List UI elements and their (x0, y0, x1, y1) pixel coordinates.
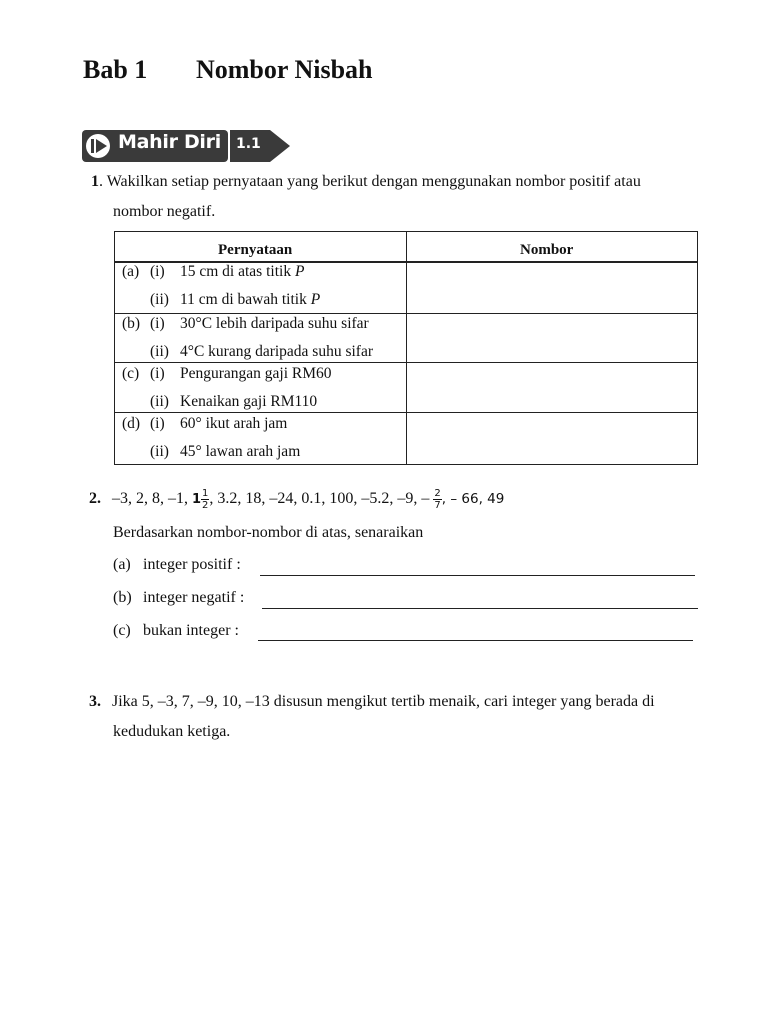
fraction-numerator: 2 (434, 488, 441, 499)
statement-text: 30°C lebih daripada suhu sifar (180, 315, 369, 332)
sub-label: (ii) (150, 393, 169, 410)
table-row-a-ii (122, 291, 320, 309)
answer-line-b[interactable] (262, 608, 698, 609)
q2-list-part3: , – 66, 49 (441, 491, 505, 508)
statement-text: 45° lawan arah jam (180, 443, 301, 460)
sub-label: (ii) (150, 343, 169, 360)
table-row-b-ii (122, 343, 373, 361)
row-label: (b) (122, 315, 141, 332)
q2-part-a (113, 555, 241, 575)
chapter-title: Nombor Nisbah (196, 55, 373, 84)
q3-line2: kedudukan ketiga. (113, 723, 231, 740)
q1-text-1: . Wakilkan setiap pernyataan yang berikut dengan menggunakan nombor positif atau (99, 173, 641, 190)
variable: P (310, 291, 321, 308)
mixed-whole: 1 (192, 492, 202, 508)
table-row-c-ii (122, 393, 317, 411)
row-label: (d) (122, 415, 141, 432)
q1-line2: nombor negatif. (113, 203, 216, 220)
table-row-a-i (122, 263, 304, 281)
statement-text: Pengurangan gaji RM60 (180, 365, 332, 382)
badge-title: Mahir Diri (118, 131, 221, 153)
statement-table (114, 231, 698, 465)
badge-number: 1.1 (236, 136, 261, 152)
q2-list-part2: , 3.2, 18, –24, 0.1, 100, –5.2, –9, – (209, 490, 430, 508)
statement-text: 15 cm di atas titik (180, 263, 295, 280)
q1-line1 (91, 172, 641, 192)
sub-label: (ii) (150, 291, 169, 308)
q3-line1 (89, 692, 655, 712)
sub-label: (i) (150, 415, 165, 432)
part-label: (c) (113, 622, 131, 639)
part-label: (b) (113, 589, 132, 606)
fraction (433, 488, 441, 511)
sub-label: (i) (150, 315, 165, 332)
statement-text: 11 cm di bawah titik (180, 291, 311, 308)
table-row-c-i (122, 365, 332, 383)
header-pernyataan: Pernyataan (218, 242, 293, 258)
variable: P (294, 263, 305, 280)
row-rule-2 (114, 362, 698, 363)
q3-text-1: Jika 5, –3, 7, –9, 10, –13 disusun mengikut tertib menaik, cari integer yang berada di (112, 693, 655, 710)
row-label: (c) (122, 365, 140, 382)
q3-number: 3. (89, 693, 101, 710)
q2-number-list (89, 488, 504, 511)
answer-line-a[interactable] (260, 575, 695, 576)
part-text: bukan integer : (143, 622, 239, 639)
table-row-d-i (122, 415, 287, 433)
play-icon (86, 134, 110, 158)
sub-label: (i) (150, 365, 165, 382)
chapter-heading (83, 55, 373, 85)
mixed-numerator: 1 (202, 488, 209, 499)
header-nombor: Nombor (520, 242, 574, 258)
row-rule-3 (114, 412, 698, 413)
q2-instruction: Berdasarkan nombor-nombor di atas, senaraikan (113, 524, 424, 541)
statement-text: Kenaikan gaji RM110 (180, 393, 318, 410)
statement-text: 60° ikut arah jam (180, 415, 288, 432)
chapter-number: Bab 1 (83, 55, 148, 84)
row-rule-1 (114, 313, 698, 314)
q2-part-b (113, 588, 244, 608)
table-row-b-i (122, 315, 369, 333)
statement-text: 4°C kurang daripada suhu sifar (180, 343, 374, 360)
q2-number: 2. (89, 490, 101, 508)
fraction-denominator: 7 (434, 500, 441, 511)
part-text: integer positif : (143, 556, 241, 573)
mixed-denominator: 2 (202, 500, 209, 511)
q2-part-c (113, 621, 239, 641)
part-text: integer negatif : (143, 589, 245, 606)
row-label: (a) (122, 263, 140, 280)
column-divider (406, 231, 407, 465)
part-label: (a) (113, 556, 131, 573)
q1-number: 1 (91, 173, 99, 190)
sub-label: (ii) (150, 443, 169, 460)
q2-list-part1: –3, 2, 8, –1, (112, 490, 188, 508)
sub-label: (i) (150, 263, 165, 280)
answer-line-c[interactable] (258, 640, 693, 641)
table-row-d-ii (122, 443, 300, 461)
